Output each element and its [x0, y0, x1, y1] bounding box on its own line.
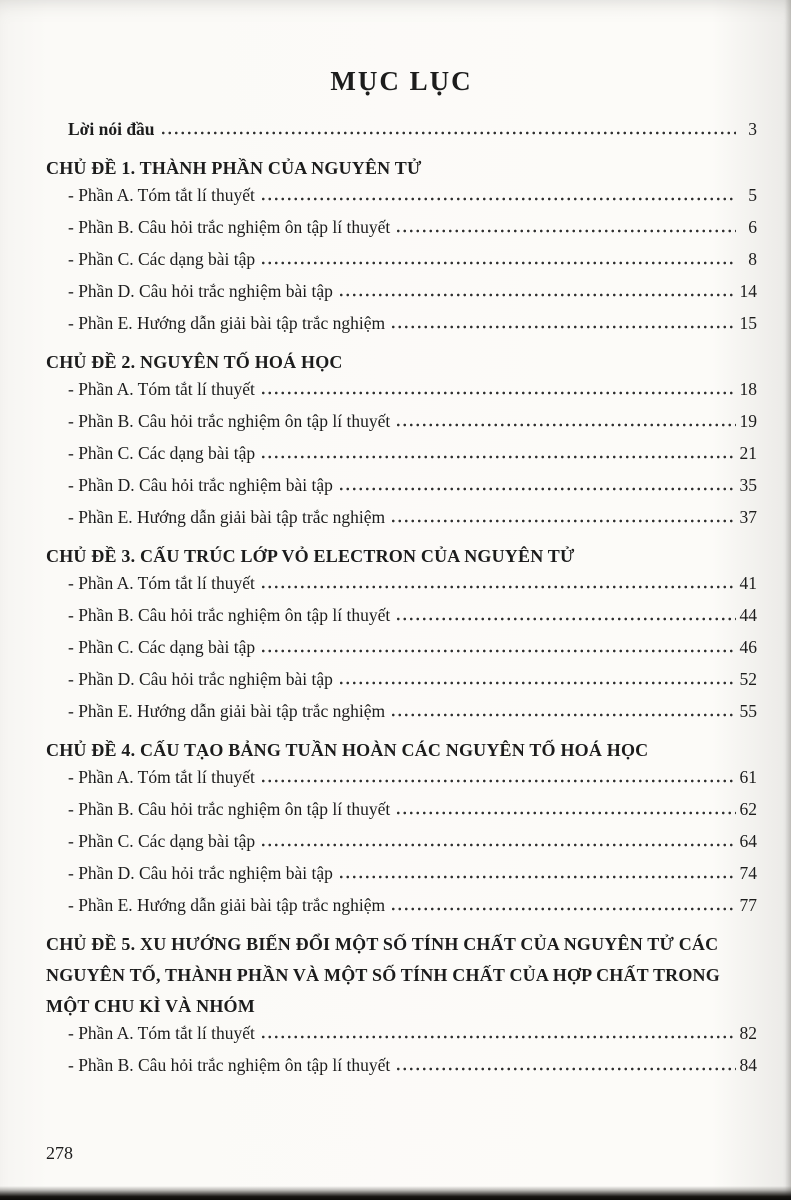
toc-entry-page: 44 [739, 605, 757, 625]
dot-leader [395, 617, 736, 621]
toc-entry [46, 637, 757, 669]
toc-entry [46, 1023, 757, 1055]
toc-entry-page: 15 [739, 313, 757, 333]
toc-entry-page: 14 [739, 281, 757, 301]
toc-entry-label: Lời nói đầu [68, 119, 155, 139]
chapter-heading-3: CHỦ ĐỀ 3. CẤU TRÚC LỚP VỎ ELECTRON CỦA NGUYÊN TỬ [46, 546, 575, 566]
toc-entry-label: - Phần A. Tóm tắt lí thuyết [68, 1023, 255, 1043]
dot-leader [395, 229, 736, 233]
dot-leader [260, 779, 736, 783]
toc-entry [46, 701, 757, 733]
toc-entry-page: 74 [739, 863, 757, 883]
toc-entry-page: 3 [748, 119, 757, 139]
page-title: MỤC LỤC [330, 66, 473, 96]
dot-leader [338, 487, 736, 491]
toc-entry [46, 605, 757, 637]
toc-entry-label: - Phần E. Hướng dẫn giải bài tập trắc nghiệm [68, 701, 386, 721]
dot-leader [338, 875, 736, 879]
toc-entry-page: 8 [748, 249, 757, 269]
toc-entry-label: - Phần B. Câu hỏi trắc nghiệm ôn tập lí thuyết [68, 1055, 391, 1075]
toc-entry-page: 41 [739, 573, 757, 593]
toc-entry-page: 82 [739, 1023, 757, 1043]
toc-entry [46, 669, 757, 701]
toc-entry [46, 573, 757, 605]
toc-entry-page: 77 [739, 895, 757, 915]
toc-entry [46, 831, 757, 863]
toc-entry-label: - Phần B. Câu hỏi trắc nghiệm ôn tập lí thuyết [68, 411, 391, 431]
dot-leader [260, 197, 736, 201]
chapter-heading-2: CHỦ ĐỀ 2. NGUYÊN TỐ HOÁ HỌC [46, 352, 343, 372]
toc-entry [46, 895, 757, 927]
toc-entry [46, 249, 757, 281]
toc-entry-page: 52 [739, 669, 757, 689]
toc-entry-label: - Phần A. Tóm tắt lí thuyết [68, 379, 255, 399]
dot-leader [260, 391, 736, 395]
toc-entry [46, 507, 757, 539]
toc-preface [46, 119, 757, 151]
toc-entry-page: 46 [739, 637, 757, 657]
dot-leader [390, 713, 736, 717]
toc-entry-page: 84 [739, 1055, 757, 1075]
dot-leader [260, 261, 736, 265]
toc-entry-label: - Phần E. Hướng dẫn giải bài tập trắc nghiệm [68, 313, 386, 333]
scan-edge-bottom [0, 1186, 791, 1200]
table-of-contents [46, 119, 757, 1087]
toc-entry-page: 19 [739, 411, 757, 431]
chapter-heading-4: CHỦ ĐỀ 4. CẤU TẠO BẢNG TUẦN HOÀN CÁC NGUYÊN TỐ HOÁ HỌC [46, 740, 649, 760]
toc-entry [46, 767, 757, 799]
dot-leader [260, 1035, 736, 1039]
dot-leader [260, 455, 736, 459]
toc-entry-label: - Phần D. Câu hỏi trắc nghiệm bài tập [68, 475, 333, 495]
toc-entry [46, 411, 757, 443]
toc-entry-label: - Phần D. Câu hỏi trắc nghiệm bài tập [68, 281, 333, 301]
toc-entry-label: - Phần B. Câu hỏi trắc nghiệm ôn tập lí thuyết [68, 217, 391, 237]
toc-entry-label: - Phần B. Câu hỏi trắc nghiệm ôn tập lí thuyết [68, 605, 391, 625]
toc-entry-label: - Phần C. Các dạng bài tập [68, 443, 256, 463]
toc-entry-page: 35 [739, 475, 757, 495]
chapter-heading-1: CHỦ ĐỀ 1. THÀNH PHẦN CỦA NGUYÊN TỬ [46, 158, 422, 178]
dot-leader [260, 585, 736, 589]
toc-entry [46, 313, 757, 345]
toc-entry-label: - Phần E. Hướng dẫn giải bài tập trắc nghiệm [68, 895, 386, 915]
dot-leader [160, 131, 736, 135]
toc-entry-page: 18 [739, 379, 757, 399]
toc-entry-label: - Phần A. Tóm tắt lí thuyết [68, 185, 255, 205]
toc-entry [46, 379, 757, 411]
toc-entry-page: 64 [739, 831, 757, 851]
toc-entry [46, 185, 757, 217]
dot-leader [395, 1067, 736, 1071]
toc-entry-page: 21 [739, 443, 757, 463]
toc-entry-label: - Phần C. Các dạng bài tập [68, 637, 256, 657]
toc-entry-page: 62 [739, 799, 757, 819]
toc-entry-label: - Phần E. Hướng dẫn giải bài tập trắc nghiệm [68, 507, 386, 527]
page-number: 278 [46, 1143, 73, 1163]
toc-entry-label: - Phần C. Các dạng bài tập [68, 249, 256, 269]
chapter-heading-5: CHỦ ĐỀ 5. XU HƯỚNG BIẾN ĐỔI MỘT SỐ TÍNH CHẤT CỦA NGUYÊN TỬ CÁC NGUYÊN TỐ, THÀNH PHẦN VÀ MỘT SỐ TÍNH CHẤT CỦA HỢP CHẤT TRONG MỘT CHU KÌ VÀ NHÓM [46, 934, 720, 1016]
dot-leader [338, 681, 736, 685]
toc-entry [46, 281, 757, 313]
toc-entry [46, 1055, 757, 1087]
toc-entry-page: 5 [748, 185, 757, 205]
toc-entry-page: 55 [739, 701, 757, 721]
dot-leader [395, 423, 736, 427]
dot-leader [395, 811, 736, 815]
toc-entry [46, 799, 757, 831]
dot-leader [390, 519, 736, 523]
toc-entry-label: - Phần D. Câu hỏi trắc nghiệm bài tập [68, 669, 333, 689]
toc-entry [46, 217, 757, 249]
dot-leader [390, 907, 736, 911]
toc-entry [46, 443, 757, 475]
toc-entry-page: 37 [739, 507, 757, 527]
toc-entry-label: - Phần A. Tóm tắt lí thuyết [68, 573, 255, 593]
toc-entry-label: - Phần C. Các dạng bài tập [68, 831, 256, 851]
scan-edge-right [785, 0, 791, 1200]
toc-entry-label: - Phần A. Tóm tắt lí thuyết [68, 767, 255, 787]
toc-entry [46, 863, 757, 895]
toc-entry-label: - Phần D. Câu hỏi trắc nghiệm bài tập [68, 863, 333, 883]
dot-leader [260, 649, 736, 653]
dot-leader [390, 325, 736, 329]
toc-entry-page: 61 [739, 767, 757, 787]
toc-entry [46, 475, 757, 507]
dot-leader [260, 843, 736, 847]
dot-leader [338, 293, 736, 297]
toc-entry-page: 6 [748, 217, 757, 237]
toc-entry-label: - Phần B. Câu hỏi trắc nghiệm ôn tập lí thuyết [68, 799, 391, 819]
